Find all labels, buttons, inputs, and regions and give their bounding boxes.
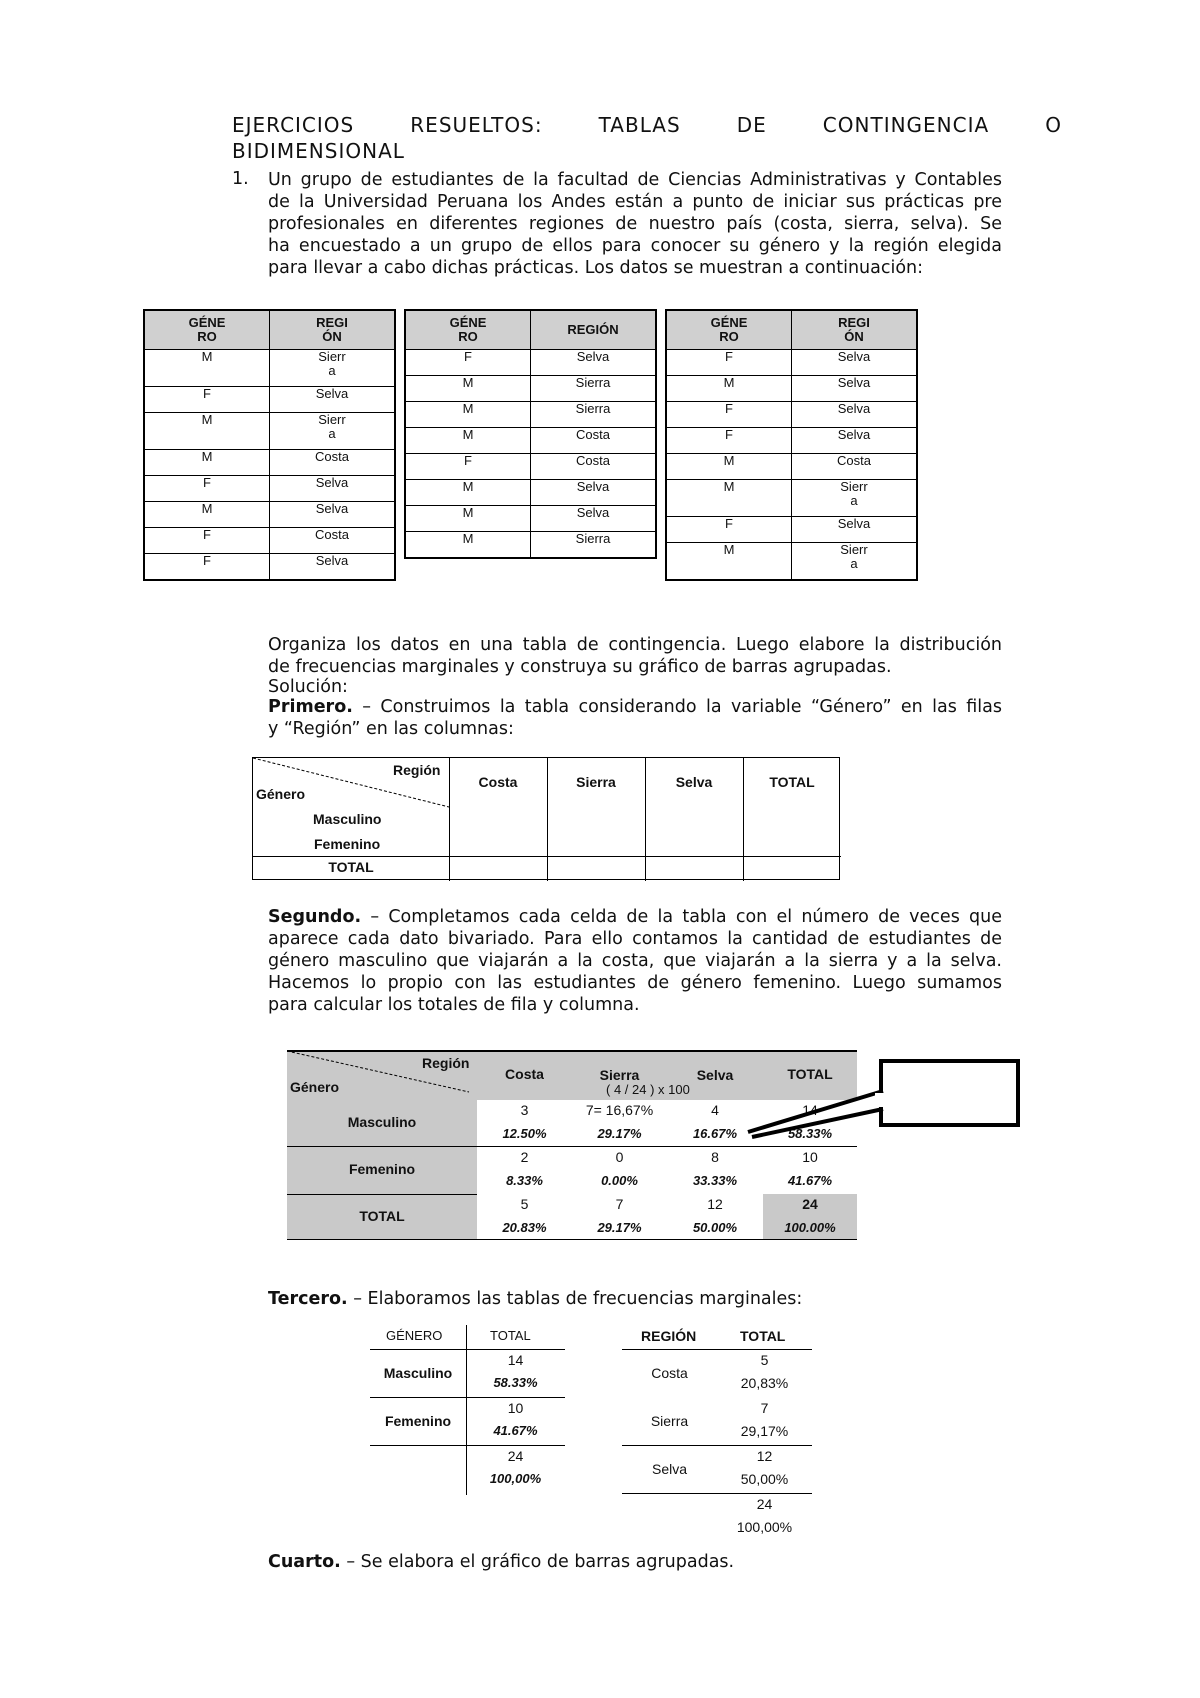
segundo-line: para calcular los totales de fila y columna. bbox=[268, 995, 640, 1015]
primero-line2: y “Región” en las columnas: bbox=[268, 719, 514, 739]
intro-paragraph bbox=[268, 169, 1002, 279]
row-label: Masculino bbox=[383, 1365, 453, 1381]
table-row bbox=[405, 532, 656, 559]
cell-count: 3 bbox=[520, 1102, 529, 1118]
header-region-label: Región bbox=[422, 1055, 470, 1071]
table-row bbox=[666, 376, 917, 402]
cell-region: Costa bbox=[531, 428, 657, 454]
cell-percent: 58.33% bbox=[787, 1126, 833, 1141]
cell-count: 7= 16,67% bbox=[585, 1102, 654, 1118]
cell-count: 10 bbox=[507, 1400, 524, 1416]
table-row bbox=[405, 402, 656, 428]
row-label: Masculino bbox=[347, 1114, 417, 1130]
cell-count: 24 bbox=[507, 1448, 524, 1464]
table-row bbox=[144, 476, 395, 502]
row-label: Selva bbox=[651, 1461, 688, 1477]
cuarto-line bbox=[268, 1551, 734, 1573]
cell-region: Selva bbox=[792, 402, 918, 428]
header-genero: GÉNE RO bbox=[144, 310, 270, 350]
cell-genero: F bbox=[144, 387, 270, 413]
cell-region: Costa bbox=[531, 454, 657, 480]
cell-genero: F bbox=[666, 428, 792, 454]
row-label: TOTAL bbox=[359, 1208, 405, 1224]
header-region-label: Región bbox=[393, 762, 441, 778]
cell-percent: 33.33% bbox=[692, 1173, 738, 1188]
cell-percent: 100,00% bbox=[736, 1519, 793, 1535]
segundo-line: Hacemos lo propio con las estudiantes de género femenino. Luego sumamos bbox=[268, 973, 1002, 993]
cell-percent: 20,83% bbox=[740, 1375, 789, 1391]
table-row bbox=[666, 350, 917, 376]
cell-genero: F bbox=[666, 402, 792, 428]
cell-percent: 100,00% bbox=[489, 1471, 542, 1486]
cell-region: Costa bbox=[270, 450, 396, 476]
segundo-line: género masculino que viajarán a la costa, que viajarán a la sierra y a la selva. bbox=[268, 951, 1002, 971]
header-total: TOTAL bbox=[490, 1328, 531, 1343]
segundo-line bbox=[268, 906, 1002, 928]
table-row bbox=[666, 517, 917, 543]
tercero-line bbox=[268, 1288, 802, 1310]
table-row bbox=[144, 554, 395, 581]
cell-count: 14 bbox=[507, 1352, 524, 1368]
header-region: REGI ÓN bbox=[792, 310, 918, 350]
header-region: REGIÓN bbox=[531, 310, 657, 350]
cell-percent: 29.17% bbox=[597, 1220, 642, 1235]
primero-line bbox=[268, 696, 1002, 718]
cell-genero: M bbox=[405, 376, 531, 402]
table-row bbox=[405, 428, 656, 454]
marginal-genero-table bbox=[370, 1325, 565, 1495]
cell-percent: 58.33% bbox=[493, 1375, 538, 1390]
header-region: REGI ÓN bbox=[270, 310, 396, 350]
cell-genero: F bbox=[144, 528, 270, 554]
cell-region: Selva bbox=[270, 502, 396, 528]
intro-line: ha encuestado a un grupo de ellos para conocer su género y la región elegida bbox=[268, 236, 1002, 256]
row-total: TOTAL bbox=[328, 859, 374, 875]
cell-count: 24 bbox=[802, 1196, 818, 1212]
raw-data-table-2 bbox=[404, 309, 657, 559]
cell-region: Selva bbox=[792, 350, 918, 376]
cell-genero: M bbox=[405, 402, 531, 428]
document-title: EJERCICIOS RESUELTOS: TABLAS DE CONTINGENCIA O bbox=[232, 113, 1062, 137]
cell-genero: M bbox=[405, 532, 531, 559]
header-total: TOTAL bbox=[740, 1328, 786, 1344]
cell-region: Sierr a bbox=[792, 543, 918, 581]
cell-count: 14 bbox=[802, 1102, 818, 1118]
primero-text: – Construimos la tabla considerando la variable “Género” en las filas bbox=[352, 697, 1002, 717]
cell-genero: M bbox=[666, 454, 792, 480]
table-row bbox=[144, 413, 395, 450]
cell-genero: M bbox=[405, 480, 531, 506]
formula-annotation: ( 4 / 24 ) x 100 bbox=[606, 1082, 690, 1097]
tercero-label: Tercero. bbox=[268, 1289, 348, 1309]
cell-region: Sierra bbox=[531, 532, 657, 559]
cell-percent: 100.00% bbox=[784, 1220, 836, 1235]
instructions bbox=[268, 634, 1002, 740]
cell-genero: M bbox=[666, 543, 792, 581]
col-costa: Costa bbox=[505, 1066, 544, 1082]
cell-region: Sierr a bbox=[792, 480, 918, 517]
cell-percent: 20.83% bbox=[502, 1220, 547, 1235]
row-label: Costa bbox=[651, 1365, 688, 1381]
header-genero: GÉNE RO bbox=[666, 310, 792, 350]
table-row bbox=[144, 450, 395, 476]
cell-region: Selva bbox=[531, 350, 657, 376]
row-femenino: Femenino bbox=[314, 836, 381, 852]
segundo-line: aparece cada dato bivariado. Para ello contamos la cantidad de estudiantes de bbox=[268, 929, 1002, 949]
table-row bbox=[405, 506, 656, 532]
tercero-text: – Elaboramos las tablas de frecuencias marginales: bbox=[347, 1289, 803, 1309]
cell-region: Selva bbox=[792, 517, 918, 543]
cell-count: 12 bbox=[756, 1448, 773, 1464]
table-row bbox=[405, 454, 656, 480]
row-masculino: Masculino bbox=[313, 811, 382, 827]
cell-percent: 50.00% bbox=[692, 1220, 738, 1235]
header-genero: GÉNE RO bbox=[405, 310, 531, 350]
cell-count: 2 bbox=[520, 1149, 529, 1165]
cell-count: 7 bbox=[615, 1196, 624, 1212]
cell-percent: 29.17% bbox=[597, 1126, 642, 1141]
cell-region: Selva bbox=[270, 387, 396, 413]
segundo-paragraph bbox=[268, 906, 1002, 1016]
table-row bbox=[666, 454, 917, 480]
cuarto-label: Cuarto. bbox=[268, 1552, 341, 1572]
cell-count: 0 bbox=[615, 1149, 624, 1165]
cell-region: Selva bbox=[270, 476, 396, 502]
item-number: 1. bbox=[232, 169, 249, 189]
header-genero: GÉNERO bbox=[386, 1328, 443, 1343]
cell-count: 12 bbox=[707, 1196, 723, 1212]
cell-genero: F bbox=[405, 350, 531, 376]
cell-genero: M bbox=[666, 480, 792, 517]
cell-region: Sierr a bbox=[270, 350, 396, 387]
cell-region: Selva bbox=[792, 376, 918, 402]
table-row bbox=[405, 480, 656, 506]
cell-count: 24 bbox=[756, 1496, 773, 1512]
primero-label: Primero. bbox=[268, 697, 353, 717]
header-genero-label: Género bbox=[290, 1079, 340, 1095]
cell-count: 8 bbox=[711, 1149, 719, 1165]
table-row bbox=[144, 502, 395, 528]
intro-line: para llevar a cabo dichas prácticas. Los datos se muestran a continuación: bbox=[268, 258, 924, 278]
cell-genero: M bbox=[405, 506, 531, 532]
intro-line: profesionales en diferentes regiones de nuestro país (costa, sierra, selva). Se bbox=[268, 214, 1002, 234]
row-label: Femenino bbox=[348, 1161, 416, 1177]
intro-line: Un grupo de estudiantes de la facultad de Ciencias Administrativas y Contables bbox=[268, 170, 1002, 190]
cell-genero: M bbox=[405, 428, 531, 454]
cell-region: Selva bbox=[531, 506, 657, 532]
table-row bbox=[666, 402, 917, 428]
cuarto-text: – Se elabora el gráfico de barras agrupadas. bbox=[340, 1552, 735, 1572]
cell-count: 10 bbox=[802, 1149, 818, 1165]
col-total: TOTAL bbox=[769, 774, 815, 790]
instructions-line: Organiza los datos en una tabla de contingencia. Luego elabore la distribución bbox=[268, 635, 1002, 655]
cell-genero: M bbox=[666, 376, 792, 402]
segundo-text: – Completamos cada celda de la tabla con el número de veces que bbox=[361, 907, 1002, 927]
table-row bbox=[144, 528, 395, 554]
col-costa: Costa bbox=[478, 774, 518, 790]
table-row bbox=[405, 376, 656, 402]
table-row bbox=[666, 543, 917, 581]
header-genero-label: Género bbox=[256, 786, 306, 802]
cell-region: Costa bbox=[792, 454, 918, 480]
solucion-label: Solución: bbox=[268, 677, 348, 697]
empty-contingency-table bbox=[252, 757, 840, 880]
cell-region: Sierra bbox=[531, 376, 657, 402]
cell-region: Selva bbox=[792, 428, 918, 454]
cell-region: Selva bbox=[531, 480, 657, 506]
callout-arrow bbox=[740, 1055, 1020, 1155]
table-row bbox=[666, 480, 917, 517]
cell-percent: 41.67% bbox=[787, 1173, 833, 1188]
cell-percent: 50,00% bbox=[740, 1471, 789, 1487]
instructions-line: de frecuencias marginales y construya su gráfico de barras agrupadas. bbox=[268, 657, 892, 677]
table-row bbox=[144, 350, 395, 387]
cell-percent: 12.50% bbox=[502, 1126, 547, 1141]
intro-line: de la Universidad Peruana los Andes están a punto de iniciar sus prácticas pre bbox=[268, 192, 1002, 212]
row-label: Sierra bbox=[650, 1413, 689, 1429]
cell-count: 5 bbox=[520, 1196, 529, 1212]
cell-genero: M bbox=[144, 450, 270, 476]
cell-genero: M bbox=[144, 350, 270, 387]
cell-percent: 16.67% bbox=[692, 1126, 738, 1141]
header-region: REGIÓN bbox=[641, 1328, 697, 1344]
cell-percent: 0.00% bbox=[601, 1173, 638, 1188]
cell-count: 5 bbox=[760, 1352, 769, 1368]
cell-count: 4 bbox=[711, 1102, 719, 1118]
col-selva: Selva bbox=[675, 774, 713, 790]
col-total: TOTAL bbox=[787, 1066, 833, 1082]
cell-region: Sierr a bbox=[270, 413, 396, 450]
col-selva: Selva bbox=[696, 1067, 734, 1083]
cell-percent: 8.33% bbox=[506, 1173, 543, 1188]
cell-region: Sierra bbox=[531, 402, 657, 428]
cell-genero: F bbox=[666, 350, 792, 376]
col-sierra: Sierra bbox=[576, 774, 616, 790]
cell-genero: F bbox=[144, 476, 270, 502]
raw-data-table-1 bbox=[143, 309, 396, 581]
col-sierra: Sierra bbox=[599, 1067, 640, 1083]
cell-genero: F bbox=[666, 517, 792, 543]
cell-percent: 29,17% bbox=[740, 1423, 789, 1439]
cell-genero: F bbox=[144, 554, 270, 581]
cell-percent: 41.67% bbox=[493, 1423, 538, 1438]
raw-data-table-3 bbox=[665, 309, 918, 581]
cell-count: 7 bbox=[760, 1400, 769, 1416]
marginal-region-table bbox=[622, 1325, 812, 1540]
row-label: Femenino bbox=[384, 1413, 452, 1429]
segundo-label: Segundo. bbox=[268, 907, 362, 927]
document-title-line2: BIDIMENSIONAL bbox=[232, 139, 405, 163]
table-row bbox=[405, 350, 656, 376]
cell-genero: M bbox=[144, 502, 270, 528]
cell-genero: M bbox=[144, 413, 270, 450]
cell-region: Selva bbox=[270, 554, 396, 581]
table-row bbox=[666, 428, 917, 454]
cell-genero: F bbox=[405, 454, 531, 480]
cell-region: Costa bbox=[270, 528, 396, 554]
table-row bbox=[144, 387, 395, 413]
